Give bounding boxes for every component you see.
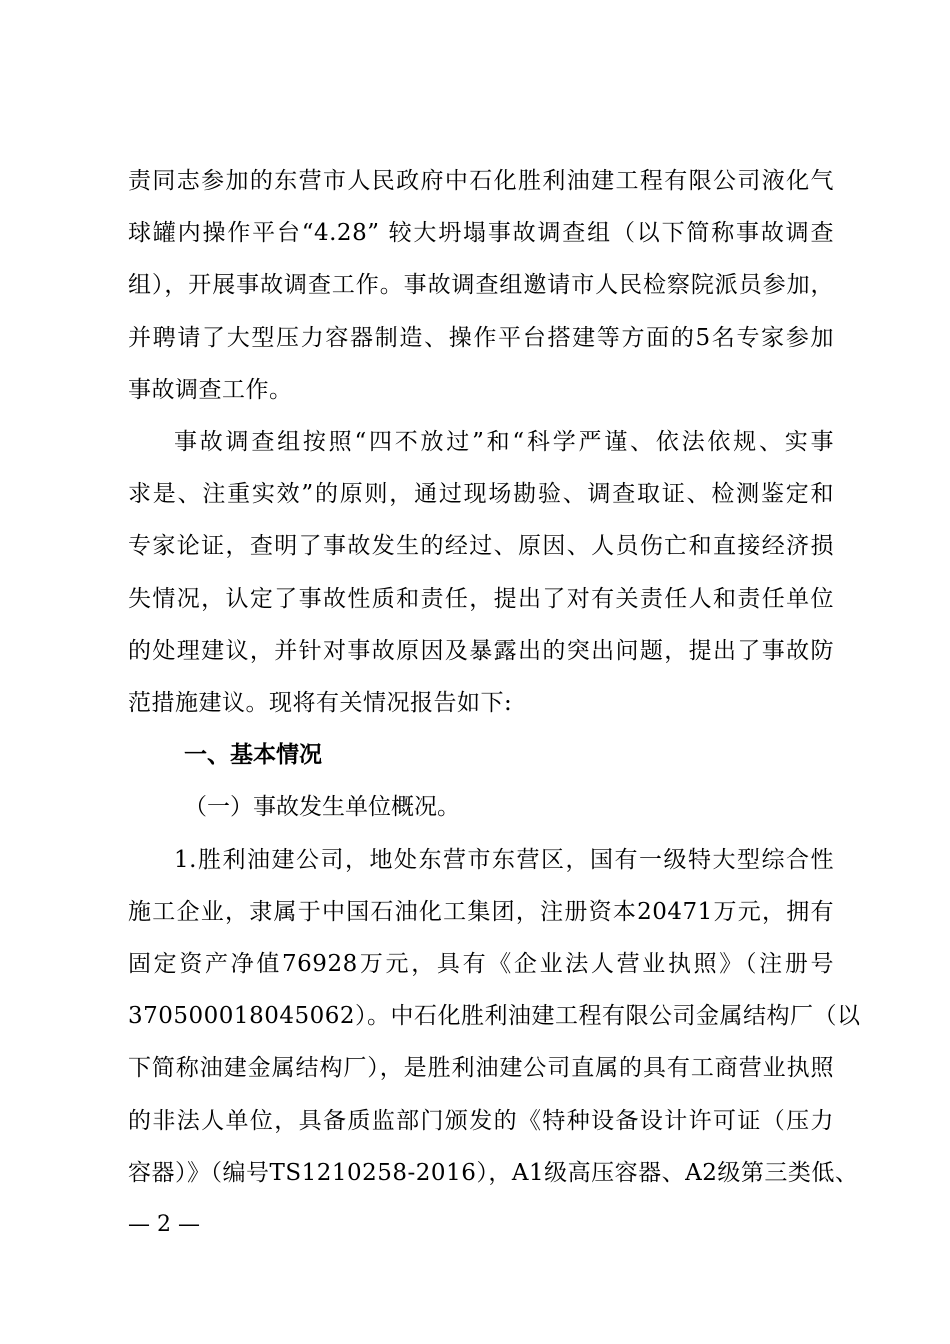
text-line: 球罐内操作平台“4.28” 较大坍塌事故调查组（以下简称事故调查 [128, 220, 834, 247]
text-line: 1.胜利油建公司，地处东营市东营区，国有一级特大型综合性 [174, 846, 834, 873]
text-line: 下简称油建金属结构厂），是胜利油建公司直属的具有工商营业执照 [128, 1055, 834, 1082]
page-number: — 2 — [128, 1212, 200, 1237]
text-line: 施工企业，隶属于中国石油化工集团，注册资本20471万元，拥有 [128, 898, 834, 925]
text-line: 求是、注重实效”的原则，通过现场勘验、调查取证、检测鉴定和 [128, 481, 834, 508]
text-line: 责同志参加的东营市人民政府中石化胜利油建工程有限公司液化气 [128, 168, 834, 194]
text-line: 失情况，认定了事故性质和责任，提出了对有关责任人和责任单位 [128, 585, 834, 612]
text-line: 容器）》（编号TS1210258-2016），A1级高压容器、A2级第三类低、 [128, 1159, 859, 1186]
text-line: 的处理建议，并针对事故原因及暴露出的突出问题，提出了事故防 [128, 637, 834, 664]
text-line: 事故调查工作。 [128, 376, 293, 403]
paragraph-1 [128, 155, 834, 416]
text-line: 专家论证，查明了事故发生的经过、原因、人员伤亡和直接经济损 [128, 533, 834, 560]
text-line: 并聘请了大型压力容器制造、操作平台搭建等方面的5名专家参加 [128, 324, 834, 351]
section-heading: 一、基本情况 [184, 742, 322, 769]
paragraph-2 [128, 416, 834, 729]
text-line: 的非法人单位，具备质监部门颁发的《特种设备设计许可证（压力 [128, 1107, 834, 1134]
paragraph-3 [128, 834, 861, 1199]
text-line: 范措施建议。现将有关情况报告如下: [128, 690, 513, 717]
text-line: 组），开展事故调查工作。事故调查组邀请市人民检察院派员参加， [128, 272, 834, 299]
subsection-heading: （一）事故发生单位概况。 [184, 794, 460, 821]
text-line: 370500018045062）。中石化胜利油建工程有限公司金属结构厂（以 [128, 1003, 861, 1030]
text-line: 事故调查组按照“四不放过”和“科学严谨、依法依规、实事 [174, 429, 834, 456]
text-line: 固定资产净值76928万元，具有《企业法人营业执照》（注册号 [128, 951, 834, 978]
document-body [128, 155, 861, 1199]
